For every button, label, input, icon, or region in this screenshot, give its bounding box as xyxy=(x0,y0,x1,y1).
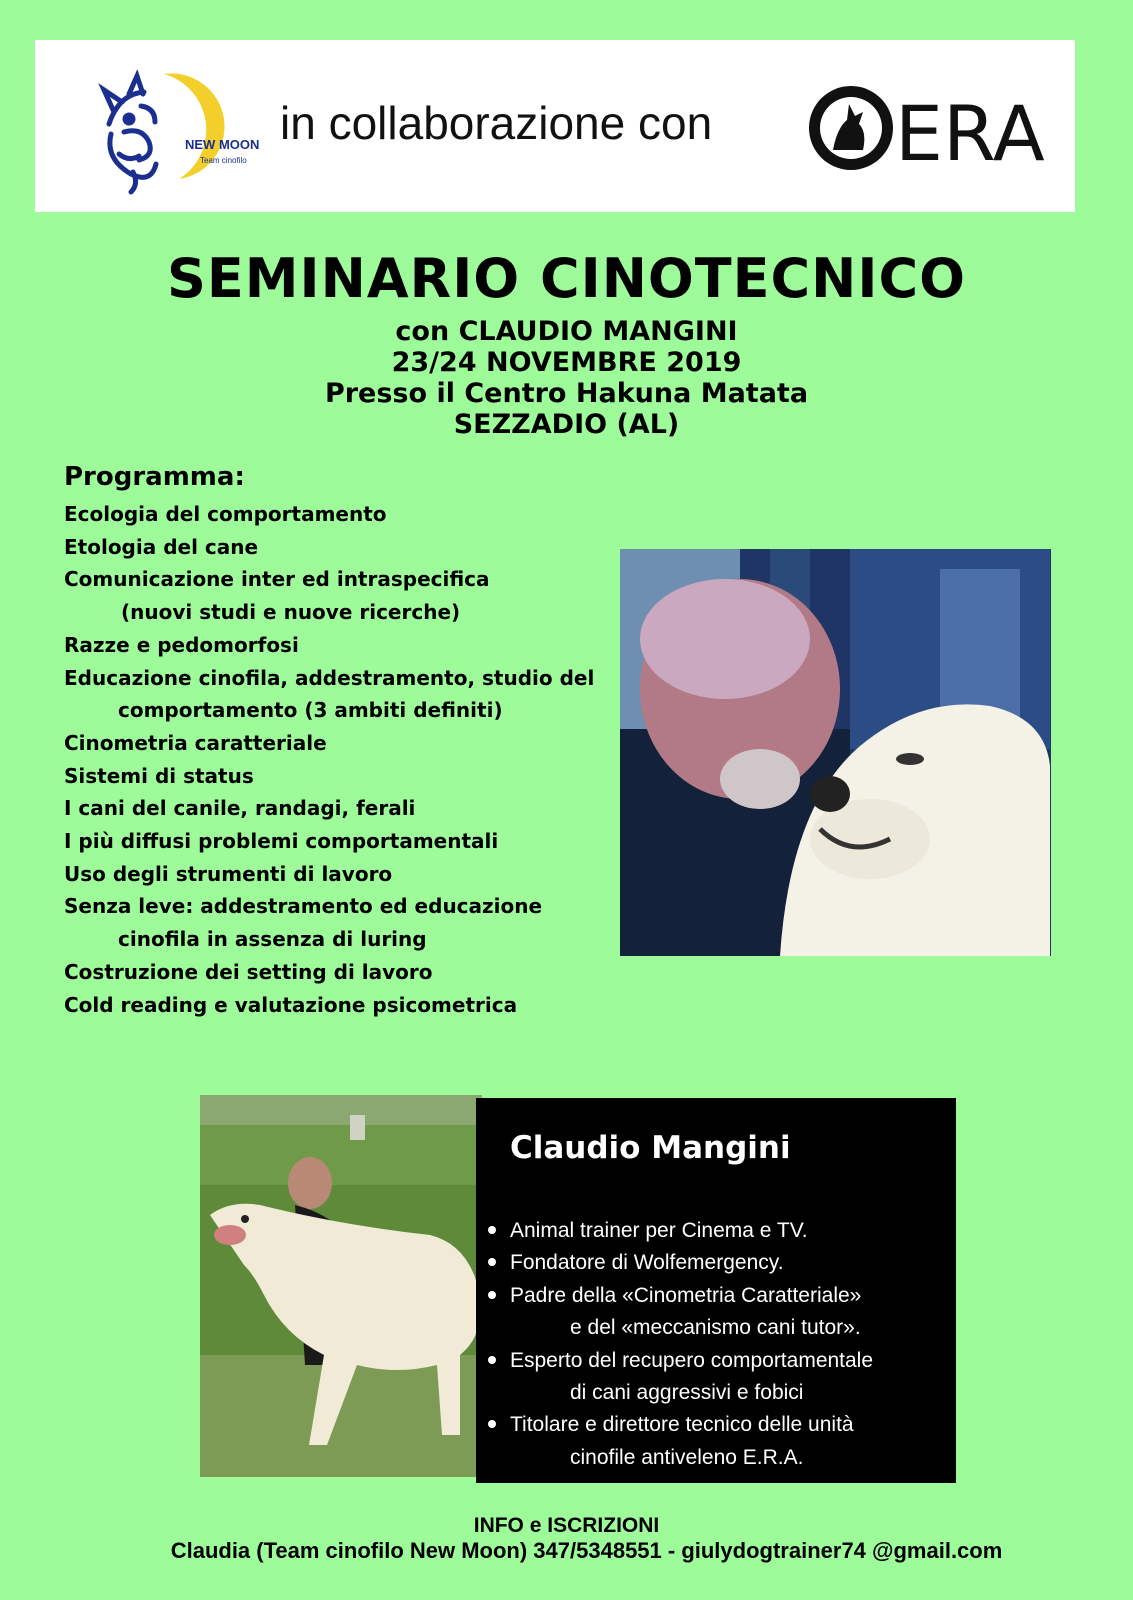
program-item: Ecologia del comportamento xyxy=(64,502,387,526)
program-item: Costruzione dei setting di lavoro xyxy=(64,959,433,984)
bio-list xyxy=(476,1215,873,1474)
event-location: SEZZADIO (AL) xyxy=(453,409,680,440)
era-logo xyxy=(803,78,1063,178)
collaboration-text: in collaborazione con xyxy=(280,97,713,149)
bio-item: Fondatore di Wolfemergency. xyxy=(476,1247,873,1279)
speaker-hugging-dog-photo xyxy=(200,1095,482,1477)
event-dates: 23/24 NOVEMBRE 2019 xyxy=(391,347,742,378)
program-section xyxy=(64,462,624,1021)
program-item: Razze e pedomorfosi xyxy=(64,632,299,657)
contact-line: Claudia (Team cinofilo New Moon) 347/5348551 - giulydogtrainer74 @gmail.com xyxy=(170,1538,1003,1564)
speaker-line: con CLAUDIO MANGINI xyxy=(395,316,738,347)
bio-name: Claudio Mangini xyxy=(510,1130,791,1166)
program-item: Uso degli strumenti di lavoro xyxy=(64,861,393,886)
program-item: Educazione cinofila, addestramento, studio del comportamento (3 ambiti definiti) xyxy=(64,665,595,723)
speaker-with-dog-photo xyxy=(620,549,1051,956)
program-item: Senza leve: addestramento ed educazione cinofila in assenza di luring xyxy=(64,894,543,952)
bio-item: Animal trainer per Cinema e TV. xyxy=(476,1215,873,1247)
program-title: Programma: xyxy=(64,462,245,492)
header-banner xyxy=(35,40,1075,212)
program-list xyxy=(64,498,624,1021)
bio-item: Esperto del recupero comportamentale di cani aggressivi e fobici xyxy=(476,1345,873,1410)
seminar-title: SEMINARIO CINOTECNICO xyxy=(167,247,966,310)
new-moon-logo-name: NEW MOON xyxy=(185,137,260,152)
info-heading: INFO e ISCRIZIONI xyxy=(473,1514,660,1537)
bio-item: Titolare e direttore tecnico delle unità cinofile antiveleno E.R.A. xyxy=(476,1409,873,1474)
program-item: I più diffusi problemi comportamentali xyxy=(64,829,499,854)
event-details xyxy=(0,316,1133,440)
era-logo-text: ERA xyxy=(895,89,1045,178)
program-item: Etologia del cane xyxy=(64,534,259,559)
new-moon-logo-subtitle: Team cinofilo xyxy=(200,156,247,165)
program-item: Cold reading e valutazione psicometrica xyxy=(64,992,518,1017)
info-section xyxy=(0,1514,1133,1563)
new-moon-logo xyxy=(69,54,229,204)
program-item: Comunicazione inter ed intraspecifica (nuovi studi e nuove ricerche) xyxy=(64,567,490,625)
bio-item: Padre della «Cinometria Caratteriale» e del «meccanismo cani tutor». xyxy=(476,1280,873,1345)
event-venue: Presso il Centro Hakuna Matata xyxy=(324,378,809,409)
program-item: I cani del canile, randagi, ferali xyxy=(64,796,416,821)
program-item: Cinometria caratteriale xyxy=(64,730,327,755)
program-item: Sistemi di status xyxy=(64,763,254,788)
speaker-bio-panel xyxy=(476,1098,956,1483)
